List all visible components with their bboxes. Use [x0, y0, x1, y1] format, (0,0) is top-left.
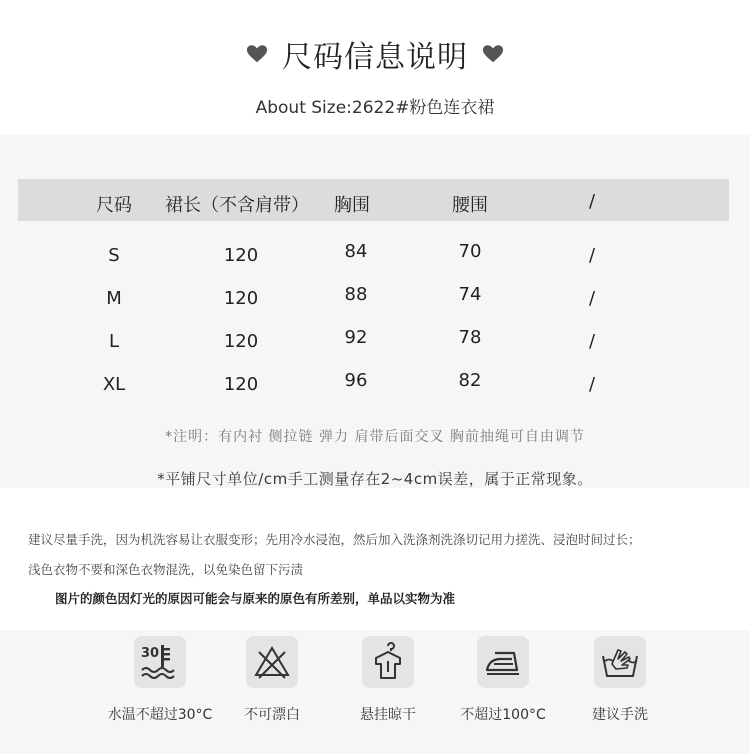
care-label: 不超过100°C — [460, 707, 546, 723]
size-cell: M — [106, 288, 122, 309]
water-temperature-30-icon — [134, 636, 186, 688]
size-section — [0, 135, 750, 488]
page-title: 尺码信息说明 — [282, 40, 468, 75]
care-item-no-bleach — [207, 636, 337, 724]
size-cell: S — [108, 245, 120, 266]
care-line: 建议尽量手洗，因为机洗容易让衣服变形；先用冷水浸泡，然后加入洗涤剂洗涤切记用力搓洗、浸泡时间过长； — [28, 532, 641, 547]
bust-cell: 92 — [344, 327, 368, 348]
waist-cell: 82 — [458, 370, 482, 391]
extra-cell: / — [588, 331, 596, 352]
care-label: 水温不超过30°C — [107, 707, 213, 723]
measurement-note: *平铺尺寸单位/cm手工测量存在2~4cm误差，属于正常现象。 — [157, 470, 593, 488]
hand-wash-icon — [594, 636, 646, 688]
heart-icon — [246, 43, 268, 65]
length-cell: 120 — [223, 245, 259, 266]
size-cell: L — [108, 331, 120, 352]
iron-icon — [477, 636, 529, 688]
header-bust: 胸围 — [334, 195, 370, 216]
care-item-water-temp — [95, 636, 225, 724]
color-disclaimer: 图片的颜色因灯光的原因可能会与原来的原色有所差别，单品以实物为准 — [55, 591, 456, 606]
care-line: 浅色衣物不要和深色衣物混洗，以免染色留下污渍 — [28, 562, 304, 577]
table-row — [0, 243, 750, 273]
page-subtitle: About Size:2622#粉色连衣裙 — [255, 98, 495, 118]
table-row — [0, 329, 750, 359]
extra-cell: / — [588, 288, 596, 309]
header-waist: 腰围 — [452, 195, 488, 216]
header-length: 裙长（不含肩带） — [165, 195, 309, 216]
care-item-hang-dry — [323, 636, 453, 724]
care-label: 悬挂晾干 — [360, 707, 416, 723]
title-row — [0, 34, 750, 74]
bust-cell: 96 — [344, 370, 368, 391]
waist-cell: 74 — [458, 284, 482, 305]
length-cell: 120 — [223, 331, 259, 352]
header-size: 尺码 — [96, 195, 132, 216]
size-cell: XL — [102, 374, 126, 395]
bust-cell: 84 — [344, 241, 368, 262]
table-row — [0, 286, 750, 316]
table-row — [0, 372, 750, 402]
extra-cell: / — [588, 245, 596, 266]
no-bleach-icon — [246, 636, 298, 688]
header — [0, 0, 750, 135]
care-instructions — [0, 488, 750, 630]
heart-icon — [482, 43, 504, 65]
hang-dry-icon — [362, 636, 414, 688]
length-cell: 120 — [223, 374, 259, 395]
extra-cell: / — [588, 374, 596, 395]
care-label: 不可漂白 — [244, 707, 300, 723]
care-label: 建议手洗 — [592, 707, 648, 723]
bust-cell: 88 — [344, 284, 368, 305]
care-item-hand-wash — [555, 636, 685, 724]
waist-cell: 78 — [458, 327, 482, 348]
care-icons — [0, 630, 750, 754]
size-note: *注明：有内衬 侧拉链 弹力 肩带后面交叉 胸前抽绳可自由调节 — [165, 429, 585, 445]
header-extra: / — [588, 191, 596, 212]
care-item-iron — [438, 636, 568, 724]
length-cell: 120 — [223, 288, 259, 309]
waist-cell: 70 — [458, 241, 482, 262]
water-temp-glyph: 30 — [141, 646, 160, 661]
